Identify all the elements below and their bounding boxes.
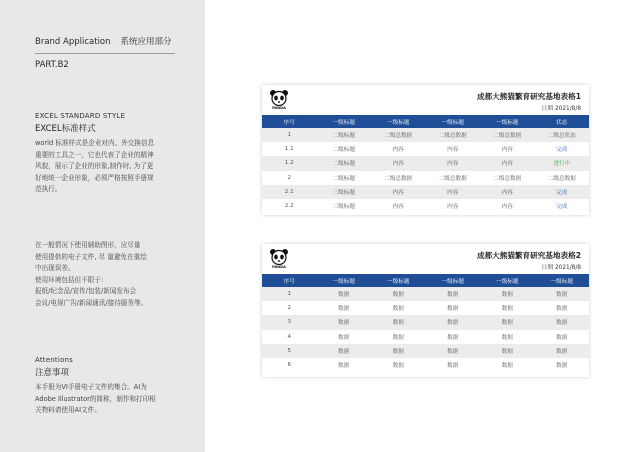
body-line: 本手册为VI手册电子文件的集合。AI为 [35, 383, 147, 391]
table-cell: 数据 [317, 330, 372, 344]
body-line: Adobe Illustrator的简称，制作和打印相 [35, 394, 156, 403]
table-cell: 2 [262, 171, 317, 185]
section-body [35, 138, 185, 196]
card-header [262, 244, 589, 274]
table-row [262, 301, 589, 315]
table-row [262, 344, 589, 358]
table-cell: 二级标题 [317, 156, 372, 170]
table-row [262, 199, 589, 213]
table-cell: 二级总数据 [480, 171, 535, 185]
table-row [262, 287, 589, 301]
table-cell: 二级总数据 [480, 128, 535, 142]
table-row [262, 156, 589, 170]
table-cell: 数据 [480, 287, 535, 301]
column-header: 一级标题 [480, 115, 535, 128]
panda-logo [268, 248, 290, 272]
part-label: PART.B2 [35, 60, 69, 70]
table-cell: 数据 [371, 344, 426, 358]
body-line: 关物料请使用AI文件。 [35, 406, 101, 415]
table-cell: 二级标题 [317, 171, 372, 185]
section-title-en: Attentions [35, 356, 73, 364]
table-date: 日期 2021/8/8 [541, 265, 581, 271]
table-date: 日期 2021/8/8 [541, 106, 581, 112]
table-cell: 数据 [371, 315, 426, 329]
status-cell: 二级总数据 [535, 171, 590, 185]
table-cell: 内容 [480, 156, 535, 170]
table-cell: 三级标题 [317, 185, 372, 199]
column-header: 序号 [262, 115, 317, 128]
table-cell: 内容 [480, 142, 535, 156]
panda-logo [268, 89, 290, 113]
table-cell: 数据 [426, 344, 481, 358]
table-cell: 内容 [426, 156, 481, 170]
table-cell: 数据 [317, 358, 372, 372]
brand-title-cn: 系统应用部分 [120, 37, 172, 47]
table-cell: 数据 [371, 330, 426, 344]
section-excel-style [35, 112, 185, 196]
table-cell: 二级总数据 [426, 128, 481, 142]
table-row [262, 185, 589, 199]
table-cell: 5 [262, 344, 317, 358]
column-header: 一级标题 [426, 274, 481, 287]
table-cell: 数据 [317, 287, 372, 301]
table-cell: 数据 [535, 358, 590, 372]
column-header: 状态 [535, 115, 590, 128]
table-cell: 1.1 [262, 142, 317, 156]
table-cell: 内容 [371, 185, 426, 199]
table-row [262, 358, 589, 372]
table-cell: 内容 [426, 142, 481, 156]
column-header: 一级标题 [371, 115, 426, 128]
table-cell: 数据 [317, 344, 372, 358]
panda-icon [268, 89, 290, 106]
section-body [35, 240, 185, 310]
table-cell: 3 [262, 315, 317, 329]
column-header: 一级标题 [426, 115, 481, 128]
card-header [262, 85, 589, 115]
table-cell: 数据 [426, 315, 481, 329]
table-cell: 6 [262, 358, 317, 372]
table-cell: 数据 [426, 330, 481, 344]
table-cell: 二级总数据 [371, 171, 426, 185]
table-title: 成都大熊猫繁育研究基地表格2 [476, 251, 581, 260]
excel-table-card-2 [262, 244, 589, 377]
table-cell: 数据 [480, 330, 535, 344]
data-table [262, 274, 589, 372]
table-cell: 数据 [426, 287, 481, 301]
table-title: 成都大熊猫繁育研究基地表格1 [476, 92, 581, 101]
column-header: 一级标题 [535, 274, 590, 287]
body-line: 中出现误差。 [35, 264, 75, 273]
table-cell: 内容 [426, 185, 481, 199]
table-cell: 内容 [371, 156, 426, 170]
table-cell: 数据 [535, 344, 590, 358]
table-row [262, 142, 589, 156]
section-attentions [35, 356, 185, 417]
table-cell: 数据 [480, 301, 535, 315]
body-line: 重要的工具之一，它也代表了企业的精神 [35, 150, 154, 159]
section-title-cn: 注意事项 [35, 368, 70, 378]
table-cell: 数据 [535, 301, 590, 315]
table-cell: 数据 [371, 287, 426, 301]
logo-text: PANDA [272, 106, 286, 110]
header-divider [35, 53, 175, 54]
section-title-en: EXCEL STANDARD STYLE [35, 112, 126, 120]
body-line: 在一般情况下使用辅助图形，应尽量 [35, 241, 141, 249]
sidebar [0, 0, 205, 452]
brand-title-en: Brand Application [35, 37, 111, 47]
table-cell: 二级总数据 [371, 128, 426, 142]
table-cell: 内容 [480, 185, 535, 199]
table-cell: 数据 [480, 344, 535, 358]
table-cell: 数据 [480, 315, 535, 329]
table-cell: 数据 [317, 301, 372, 315]
table-header-row [262, 115, 589, 128]
body-line: world 标准样式是企业对内、外交换信息 [35, 139, 155, 147]
status-cell: 完成 [535, 185, 590, 199]
column-header: 序号 [262, 274, 317, 287]
body-line: 报纸/纪念品/宣传/包装/新闻发布会 [35, 287, 137, 296]
table-row [262, 330, 589, 344]
table-cell: 数据 [371, 301, 426, 315]
table-row [262, 171, 589, 185]
table-cell: 1 [262, 128, 317, 142]
table-cell: 2.1 [262, 185, 317, 199]
table-cell: 三级标题 [317, 199, 372, 213]
status-cell: 进行中 [535, 156, 590, 170]
table-cell: 二级总数据 [426, 171, 481, 185]
table-cell: 内容 [480, 199, 535, 213]
body-line: 风貌，展示了企业的形象,制作时, 为了更 [35, 162, 154, 171]
column-header: 一级标题 [371, 274, 426, 287]
table-cell: 数据 [535, 287, 590, 301]
brand-title [35, 35, 175, 47]
body-line: 会议/电视广告/新闻通讯/接待服务等。 [35, 298, 148, 307]
status-cell: 完成 [535, 199, 590, 213]
table-cell: 1 [262, 287, 317, 301]
section-body [35, 382, 185, 417]
brand-header [35, 35, 175, 70]
table-cell: 2.2 [262, 199, 317, 213]
panda-icon [268, 248, 290, 265]
table-cell: 内容 [371, 142, 426, 156]
table-row [262, 128, 589, 142]
column-header: 一级标题 [317, 115, 372, 128]
column-header: 一级标题 [317, 274, 372, 287]
table-cell: 二级标题 [317, 142, 372, 156]
status-cell: 二级总状态 [535, 128, 590, 142]
excel-table-card-1 [262, 85, 589, 215]
column-header: 一级标题 [480, 274, 535, 287]
status-cell: 完成 [535, 142, 590, 156]
body-line: 好地统一企业形象，必须严格按照手册规 [35, 173, 154, 182]
table-cell: 数据 [371, 358, 426, 372]
table-cell: 内容 [426, 199, 481, 213]
section-usage [35, 240, 185, 310]
table-cell: 数据 [535, 330, 590, 344]
table-cell: 数据 [426, 301, 481, 315]
body-line: 使用提供的电子文件, 尽 量避免在重绘 [35, 252, 147, 261]
data-table [262, 115, 589, 213]
body-line: 范执行。 [35, 185, 62, 194]
table-cell: 数据 [535, 315, 590, 329]
table-cell: 数据 [480, 358, 535, 372]
table-row [262, 315, 589, 329]
table-cell: 数据 [426, 358, 481, 372]
table-cell: 二级标题 [317, 128, 372, 142]
table-cell: 数据 [317, 315, 372, 329]
table-header-row [262, 274, 589, 287]
section-title-cn: EXCEL标准样式 [35, 124, 96, 134]
body-line: 使用环境包括但不限于： [35, 275, 108, 284]
table-cell: 2 [262, 301, 317, 315]
table-cell: 内容 [371, 199, 426, 213]
table-cell: 4 [262, 330, 317, 344]
logo-text: PANDA [272, 265, 286, 269]
table-cell: 1.2 [262, 156, 317, 170]
